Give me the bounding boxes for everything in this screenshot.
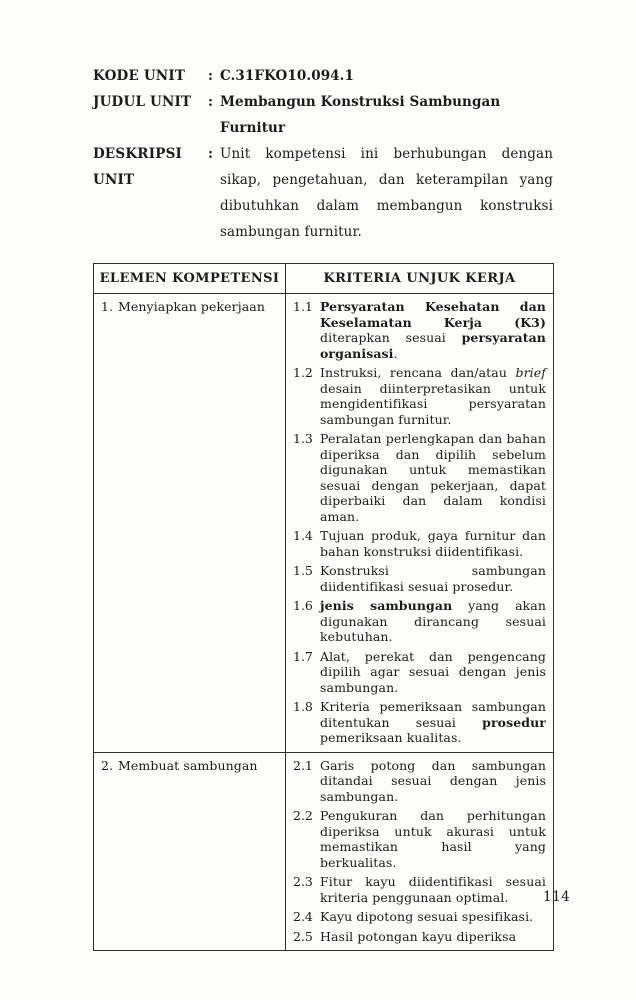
field-value: Membangun Konstruksi Sambungan Furnitur [220, 94, 501, 136]
field-value: C.31FKO10.094.1 [220, 68, 354, 84]
text-run: jenis sambungan [320, 598, 453, 613]
criterion-text [320, 431, 546, 524]
text-run: Pengukuran dan perhitungan diperiksa untuk akurasi untuk memastikan hasil yang berkualitas. [320, 808, 546, 870]
text-run: Konstruksi sambungan diidentifikasi sesuai prosedur. [320, 563, 546, 594]
criterion-number: 2.1 [293, 757, 313, 773]
field-label: JUDUL UNIT [93, 94, 192, 110]
criterion-text [320, 365, 546, 427]
text-run: pemeriksaan kualitas. [320, 730, 462, 745]
criterion-number: 1.2 [293, 365, 313, 380]
criterion-text [320, 929, 546, 945]
criterion-text [320, 874, 546, 905]
field-kode-unit [93, 63, 553, 89]
text-run: desain diinterpretasikan untuk mengidentifikasi persyaratan sambungan furnitur. [320, 380, 546, 427]
criterion-text [320, 563, 546, 594]
element-number: 1. [101, 299, 113, 314]
criterion-number: 2.2 [293, 808, 313, 823]
field-label: KODE UNIT [93, 68, 186, 84]
criterion-number: 2.4 [293, 909, 313, 924]
text-run: Instruksi, rencana dan/atau [320, 365, 516, 380]
field-colon: : [208, 94, 213, 110]
text-run: Alat, perekat dan pengencang dipilih agar sesuai dengan jenis sambungan. [320, 648, 546, 695]
criterion-item [293, 874, 546, 905]
text-run: Fitur kayu diidentifikasi sesuai kriteria penggunaan optimal. [320, 874, 546, 905]
field-label: DESKRIPSI UNIT [93, 146, 183, 188]
criterion-item [293, 365, 546, 427]
table-row [94, 294, 554, 753]
page-number: 114 [543, 889, 571, 905]
criterion-number: 1.8 [293, 699, 313, 714]
element-label: Membuat sambungan [118, 757, 258, 773]
text-run: Hasil potongan kayu diperiksa [320, 928, 517, 944]
field-judul-unit [93, 89, 553, 141]
text-run: Persyaratan Kesehatan dan Keselamatan Kerja (K3) [320, 299, 546, 330]
criterion-text [320, 299, 546, 361]
competency-table-head [94, 264, 554, 294]
field-colon: : [208, 68, 213, 84]
criterion-number: 1.7 [293, 648, 313, 664]
criterion-number: 1.5 [293, 563, 313, 578]
element-label: Menyiapkan pekerjaan [118, 299, 265, 314]
field-colon: : [208, 146, 213, 162]
text-run: Tujuan produk, gaya furnitur dan bahan konstruksi diidentifikasi. [320, 528, 546, 559]
text-run: . [393, 345, 398, 361]
criterion-number: 1.1 [293, 299, 313, 314]
criterion-number: 1.3 [293, 431, 313, 446]
criterion-item [293, 758, 546, 805]
criterion-item [293, 929, 546, 945]
page-content [93, 63, 553, 951]
criterion-text [320, 808, 546, 870]
criterion-text [320, 649, 546, 696]
criteria-cell [286, 752, 554, 951]
criterion-text [320, 598, 546, 645]
text-run: diterapkan sesuai [320, 330, 462, 345]
criterion-item [293, 909, 546, 925]
criterion-number: 1.6 [293, 598, 313, 613]
text-run: Peralatan perlengkapan dan bahan diperiksa dan dipilih sebelum digunakan untuk memastikan sesuai dengan pekerjaan, dapat diperbaiki dan dalam kondisi aman. [320, 431, 546, 524]
criteria-cell [286, 294, 554, 753]
text-run: Garis potong dan sambungan ditandai sesuai dengan jenis sambungan. [320, 757, 546, 804]
element-number: 2. [101, 757, 113, 773]
unit-header [93, 63, 553, 245]
text-run: prosedur [482, 714, 546, 730]
text-run: persyaratan organisasi [320, 330, 546, 361]
field-deskripsi-unit [93, 141, 553, 245]
text-run: yang akan digunakan dirancang sesuai kebutuhan. [320, 598, 546, 644]
criterion-item [293, 563, 546, 594]
element-text [101, 758, 278, 774]
element-cell [94, 294, 286, 753]
criterion-item [293, 528, 546, 559]
criterion-number: 2.3 [293, 874, 313, 889]
text-run: brief [515, 365, 546, 380]
column-header-elemen: ELEMEN KOMPETENSI [94, 264, 286, 294]
table-row [94, 752, 554, 951]
text-run: Kriteria pemeriksaan sambungan ditentukan sesuai [320, 699, 546, 730]
criterion-text [320, 758, 546, 805]
column-header-kriteria: KRITERIA UNJUK KERJA [286, 264, 554, 294]
criterion-item [293, 808, 546, 870]
competency-table-body [94, 294, 554, 951]
criterion-item [293, 649, 546, 696]
criterion-number: 2.5 [293, 928, 313, 944]
element-cell [94, 752, 286, 951]
criterion-item [293, 299, 546, 361]
text-run: Kayu dipotong sesuai spesifikasi. [320, 909, 534, 924]
criterion-item [293, 598, 546, 645]
competency-table [93, 263, 554, 951]
field-value: Unit kompetensi ini berhubungan dengan sikap, pengetahuan, dan keterampilan yang dibutuhkan dalam membangun konstruksi sambungan furnitur. [220, 146, 553, 240]
criterion-number: 1.4 [293, 528, 313, 543]
criterion-text [320, 528, 546, 559]
criterion-text [320, 699, 546, 746]
criterion-text [320, 909, 546, 925]
header-row [94, 264, 554, 294]
criterion-item [293, 431, 546, 524]
criterion-item [293, 699, 546, 746]
element-text [101, 299, 278, 315]
